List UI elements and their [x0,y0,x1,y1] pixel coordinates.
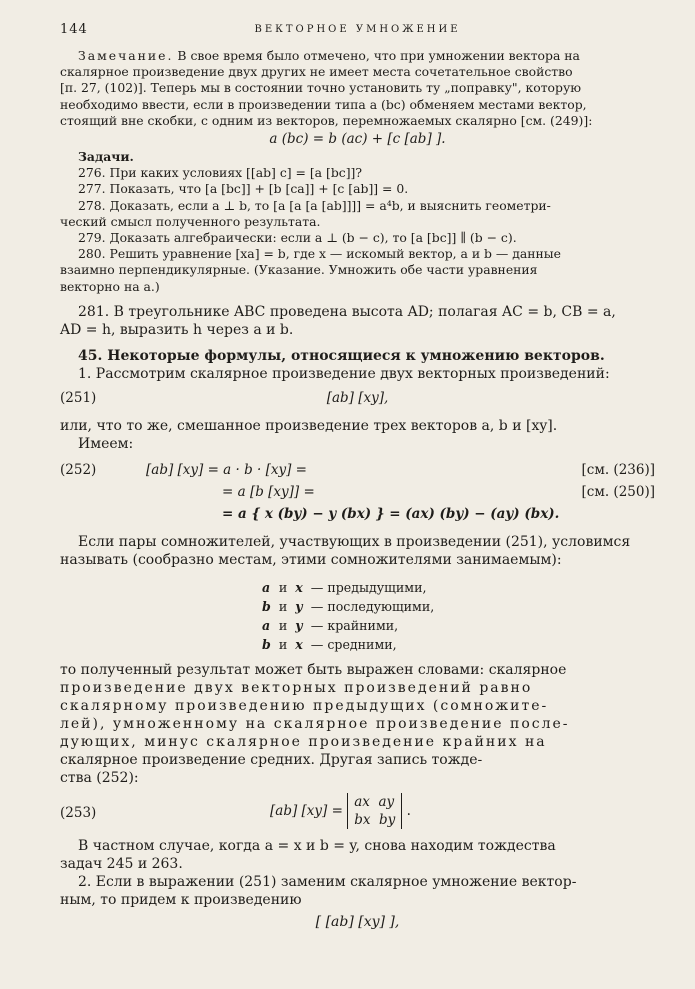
tasks-title: Задачи. [78,149,134,165]
paragraph-line: Имеем: [78,435,134,452]
paragraph-line: скалярное произведение средних. Другая запись тожде- [60,751,483,768]
task-line: 278. Доказать, если a ⊥ b, то [a [a [a [ab]]]] = a⁴b, и выяснить геометри- [78,197,551,213]
paragraph-line: Если пары сомножителей, участвующих в произведении (251), условимся [78,533,631,550]
determinant: ax ay bx by [347,793,402,829]
equation-row: (252) [ab] [xy] = a · b · [xy] = [см. (236)] [60,461,655,478]
paragraph-line: 1. Рассмотрим скалярное произведение двух векторных произведений: [78,365,610,382]
paragraph-line: 2. Если в выражении (251) заменим скалярное умножение вектор- [78,873,577,890]
remark-label: Замечание. [78,48,174,63]
remark-formula: a (bc) = b (ac) + [c [ab] ]. [269,131,446,148]
equation-tag: (251) [60,389,97,406]
pair-list [260,577,442,655]
paragraph-line: скалярному произведению предыдущих (сомножите- [60,697,549,714]
task-line: взаимно перпендикулярные. (Указание. Умножить обе части уравнения [60,262,538,278]
list-item: b и y — последующими, [262,598,435,614]
equation-body: [ab] [xy] = ax ay bx by . [270,793,411,828]
paragraph-line: ным, то придем к произведению [60,891,302,908]
paragraph-line: то полученный результат может быть выражен словами: скалярное [60,661,567,678]
task-line: 280. Решить уравнение [xa] = b, где x — искомый вектор, a и b — данные [78,246,561,262]
page-number: 144 [60,22,88,37]
remark-line: [п. 27, (102)]. Теперь мы в состоянии точно установить ту „поправку", которую [60,80,582,96]
section-title: 45. Некоторые формулы, относящиеся к умножению векторов. [78,347,605,364]
task-line: 279. Доказать алгебраически: если a ⊥ (b − c), то [a [bc]] ∥ (b − c). [78,230,517,246]
paragraph-line: называть (сообразно местам, этими сомножителями занимаемым): [60,551,562,568]
paragraph-line: или, что то же, смешанное произведение трех векторов a, b и [xy]. [60,417,558,434]
paragraph-line: задач 245 и 263. [60,855,183,872]
remark-line: стоящий вне скобки, с одним из векторов, перемножаемых скалярно [см. (249)]: [60,112,593,128]
paragraph-line: произведение двух векторных произведений равно [60,679,533,696]
remark-line: скалярное произведение двух других не имеет места сочетательное свойство [60,64,573,80]
task-line: 277. Показать, что [a [bc]] + [b [ca]] + [c [ab]] = 0. [78,181,409,197]
paragraph-line: В частном случае, когда a = x и b = y, снова находим тождества [78,837,556,854]
paragraph-line: лей), умноженному на скалярное произведение после- [60,715,570,732]
task-line: 281. В треугольнике ABC проведена высота AD; полагая AC = b, CB = a, [78,303,616,320]
final-formula: [ [ab] [xy] ], [315,913,400,930]
paragraph-line: ства (252): [60,769,139,786]
task-line: AD = h, выразить h через a и b. [60,321,294,338]
equation-body: [ab] [xy], [326,389,389,406]
remark-line: необходимо ввести, если в произведении типа a (bc) обменяем местами вектор, [60,96,587,112]
equation-253 [60,791,655,837]
list-item: b и x — средними, [262,636,397,652]
list-item: a и y — крайними, [262,617,399,633]
equation-tag: (253) [60,804,97,821]
remark-line: Замечание. В свое время было отмечено, что при умножении вектора на [78,48,580,63]
paragraph-line: дующих, минус скалярное произведение крайних на [60,733,547,750]
task-line: векторно на a.) [60,278,160,294]
task-line: 276. При каких условиях [[ab] c] = [a [bc]]? [78,165,363,181]
equation-row: = a { x (by) − y (bx) } = (ax) (by) − (ay) (bx). [222,505,560,522]
equation-251 [60,387,655,409]
equation-252 [60,459,655,525]
running-title: ВЕКТОРНОЕ УМНОЖЕНИЕ [254,24,461,35]
page-header [60,22,655,48]
list-item: a и x — предыдущими, [262,579,427,595]
equation-row: = a [b [xy]] = [см. (250)] [222,483,655,500]
task-line: ческий смысл полученного результата. [60,213,321,229]
